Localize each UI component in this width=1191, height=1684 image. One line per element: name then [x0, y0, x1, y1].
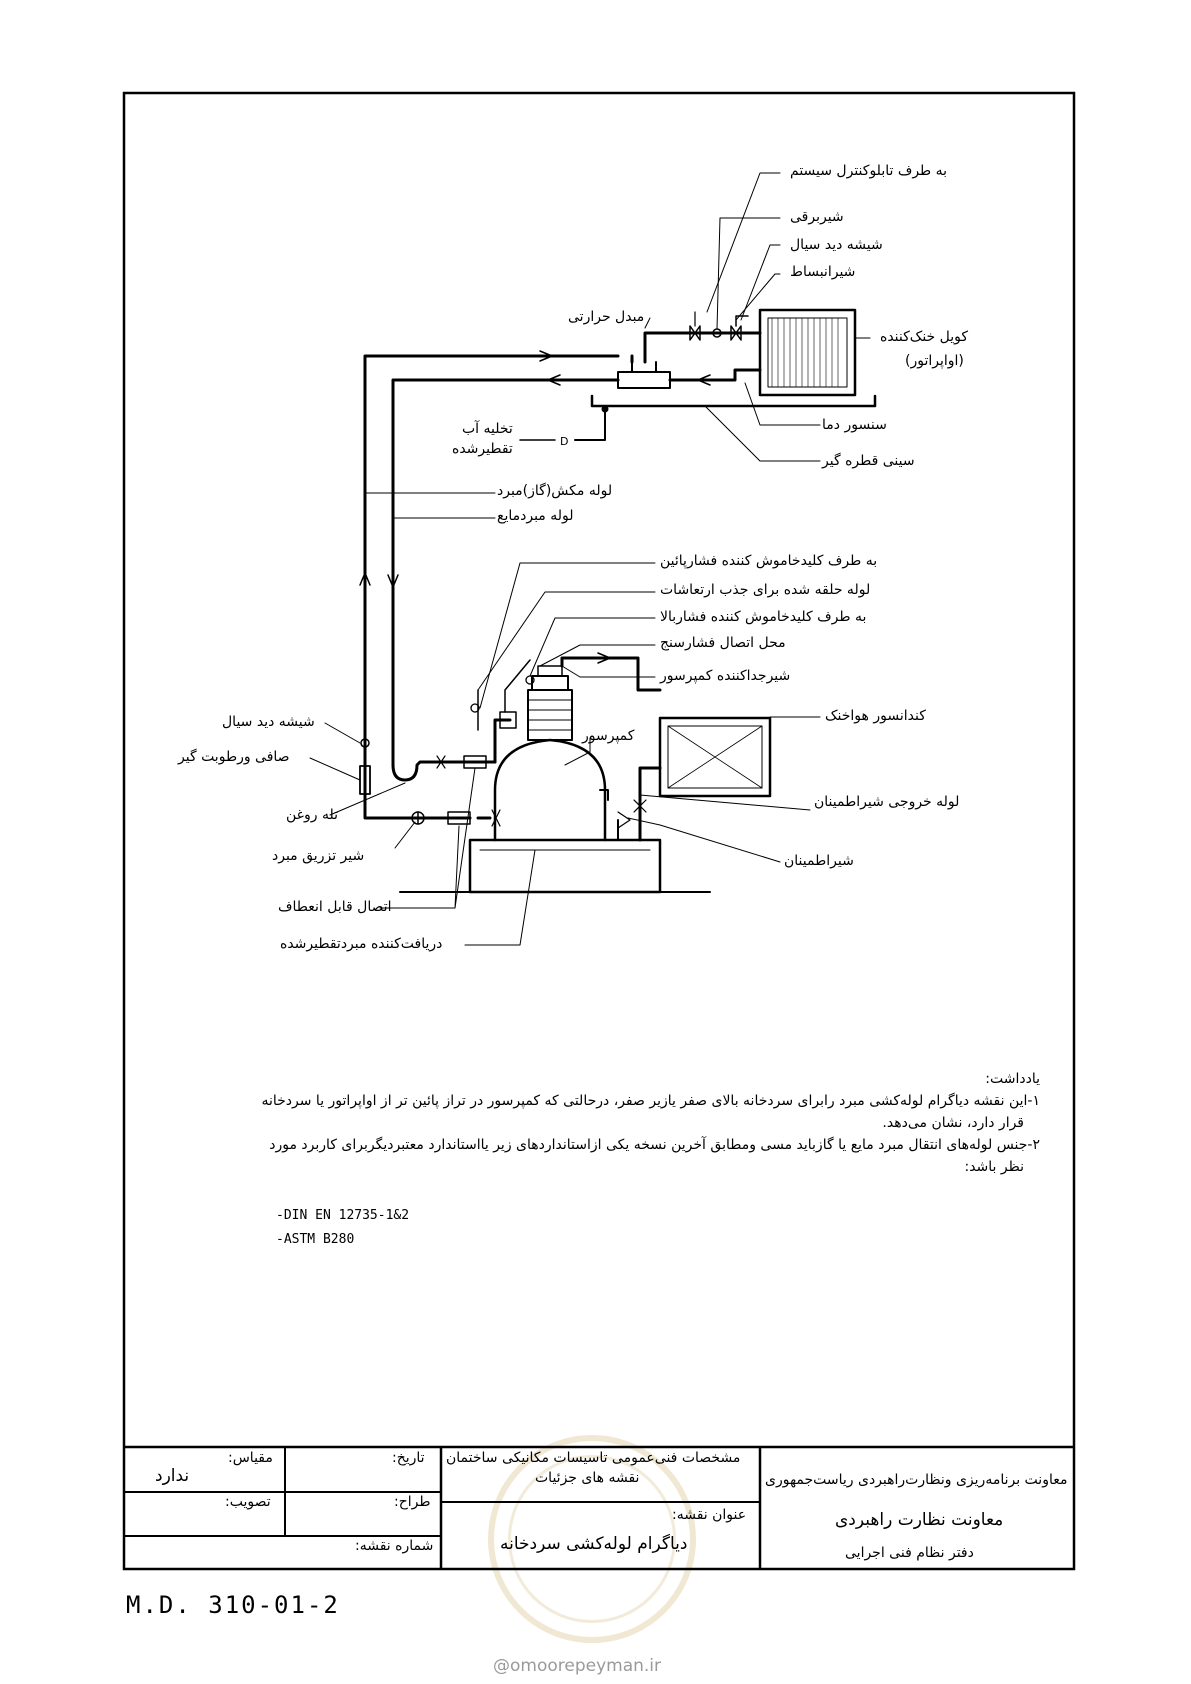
- note-2-line-1: ۲-جنس لوله‌های انتقال مبرد مایع یا گازباید مسی ومطابق آخرین نسخه یکی ازاستانداردهای زیر یااستاندارد معتبردیگربرای کاربرد مورد: [269, 1137, 1040, 1153]
- label-heat-exchanger: مبدل حرارتی: [568, 309, 645, 325]
- note-2-line-2: نظر باشد:: [964, 1159, 1024, 1175]
- spec-line-2: نقشه های جزئیات: [535, 1470, 640, 1486]
- org-line-1: معاونت برنامه‌ریزی ونظارت‌راهبردی ریاست‌جمهوری: [765, 1472, 1068, 1488]
- label-oil-trap: تله روغن: [286, 807, 338, 823]
- label-liquid-receiver: دریافت‌کننده مبردتقطیرشده: [280, 936, 443, 952]
- label-to-low-pressure-switch: به طرف کلیدخاموش کننده فشارپائین: [660, 553, 878, 569]
- label-liquid-line: لوله مبردمایع: [497, 508, 574, 524]
- drawing-number-label: شماره نقشه:: [355, 1538, 434, 1554]
- liquid-line-lower: [365, 740, 470, 818]
- org-line-2: معاونت نظارت راهبردی: [835, 1510, 1004, 1530]
- date-label: تاریخ:: [392, 1450, 425, 1466]
- label-compressor: کمپرسور: [582, 728, 635, 744]
- standard-din: -DIN EN 12735-1&2: [276, 1208, 410, 1223]
- scale-label: مقیاس:: [228, 1450, 273, 1466]
- label-suction-line: لوله مکش(گاز)مبرد: [497, 483, 613, 499]
- label-drip-tray: سینی قطره گیر: [822, 453, 915, 469]
- spec-line-1: مشخصات فنی‌عمومی تاسیسات مکانیکی ساختمان: [446, 1450, 741, 1466]
- suction-from-coil: [670, 370, 760, 380]
- label-solenoid-valve: شیربرقی: [790, 209, 844, 225]
- scale-value: ندارد: [155, 1466, 190, 1486]
- label-gauge-connection: محل اتصال فشارسنج: [660, 635, 786, 651]
- heat-exchanger-shape: [618, 372, 670, 388]
- drawing-number: M.D. 310-01-2: [126, 1591, 340, 1619]
- drawing-title: دیاگرام لوله‌کشی سردخانه: [500, 1534, 688, 1554]
- note-1-line-1: ۱-این نقشه دیاگرام لوله‌کشی مبرد رابرای سردخانه بالای صفر یازیر صفر، درحالتی که کمپرسور در تراز پائین تر از اواپراتور یا سردخانه: [261, 1093, 1040, 1109]
- label-compressor-isolation-valve: شیرجداکننده کمپرسور: [660, 668, 791, 684]
- compressor-bellows: [528, 690, 572, 740]
- label-to-high-pressure-switch: به طرف کلیدخاموش کننده فشاربالا: [660, 609, 867, 625]
- notes-block: [180, 1068, 1040, 1178]
- label-relief-outlet-pipe: لوله خروجی شیراطمینان: [814, 794, 960, 810]
- label-filter-drier: صافی ورطوبت گیر: [178, 749, 290, 765]
- label-safety-valve: شیراطمینان: [784, 853, 854, 869]
- approval-label: تصویب:: [225, 1494, 271, 1510]
- designer-label: طراح:: [394, 1494, 431, 1510]
- org-line-3: دفتر نظام فنی اجرایی: [845, 1545, 974, 1561]
- label-flexible-connection: اتصال قابل انعطاف: [278, 899, 392, 915]
- suction-pipe: [365, 356, 618, 740]
- watermark-site-text: @omoorepeyman.ir: [493, 1656, 662, 1676]
- condenser-outlet: [640, 768, 660, 840]
- standard-astm: -ASTM B280: [276, 1232, 355, 1247]
- label-temp-sensor: سنسور دما: [822, 417, 887, 433]
- label-cooling-coil-1: کویل خنک‌کننده: [880, 329, 969, 345]
- evaporator-coil-shape: [760, 310, 855, 395]
- drip-tray-shape: [592, 396, 875, 406]
- label-vibration-loop: لوله حلقه شده برای جذب ارتعاشات: [660, 582, 871, 598]
- label-air-cooled-condenser: کندانسور هواخنک: [825, 708, 926, 724]
- note-1-line-2: قرار دارد، نشان می‌دهد.: [882, 1115, 1024, 1131]
- compressor-body: [495, 740, 605, 840]
- drawing-title-label: عنوان نقشه:: [672, 1507, 747, 1523]
- label-expansion-valve: شیرانبساط: [790, 264, 856, 280]
- label-condensate-drain-2: تقطیرشده: [452, 441, 513, 457]
- label-condensate-drain-1: تخلیه آب: [462, 421, 513, 437]
- drain-symbol-text: D: [560, 435, 569, 448]
- notes-title: یادداشت:: [985, 1071, 1040, 1087]
- label-to-control-panel: به طرف تابلوکنترل سیستم: [790, 163, 948, 179]
- label-cooling-coil-2: (اواپراتور): [905, 353, 964, 369]
- label-charging-valve: شیر تزریق مبرد: [272, 848, 365, 864]
- label-sight-glass-left: شیشه دید سیال: [222, 714, 315, 730]
- discharge-line: [562, 658, 660, 690]
- receiver-shape: [470, 840, 660, 892]
- oil-trap-shape: [393, 762, 495, 780]
- label-sight-glass-top: شیشه دید سیال: [790, 237, 883, 253]
